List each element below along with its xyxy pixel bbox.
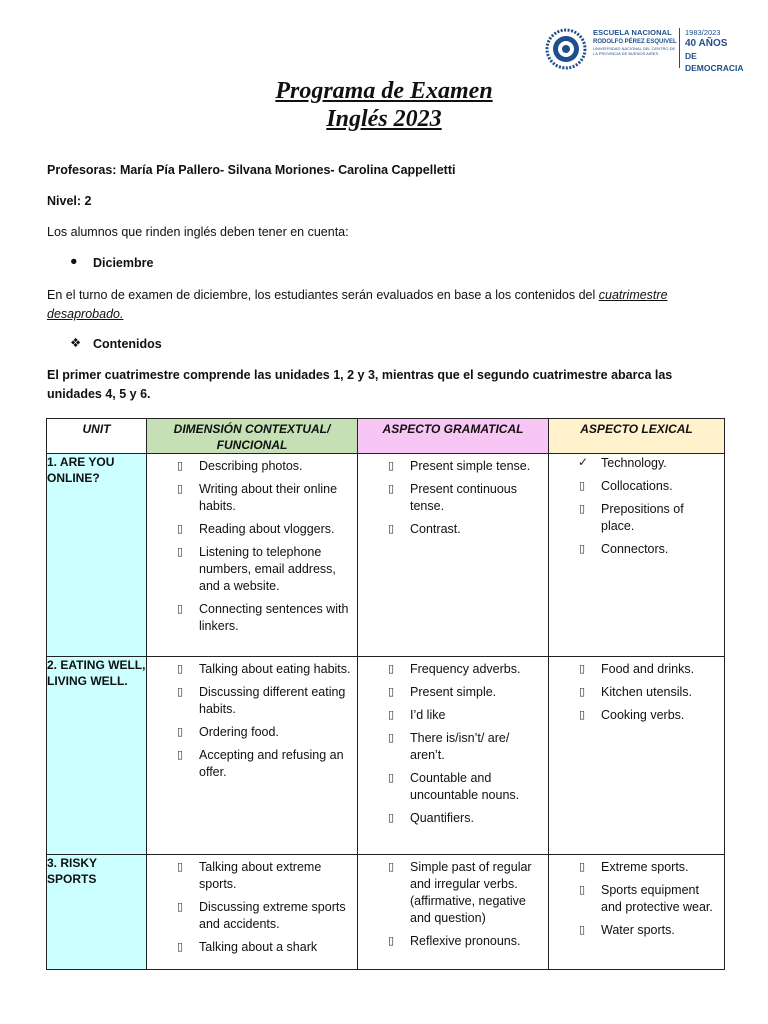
list-item: ▯ Water sports. — [579, 923, 675, 937]
bullet-box-icon: ▯ — [579, 709, 586, 721]
table-row — [47, 454, 725, 657]
header-functional: DIMENSIÓN CONTEXTUAL/ FUNCIONAL — [147, 419, 358, 454]
list-item: ▯ Writing about their online habits. — [177, 482, 338, 513]
bullet-box-icon: ▯ — [388, 861, 395, 873]
list-item: ▯ There is/isn’t/ are/ aren’t. — [388, 731, 510, 762]
units-table — [46, 418, 725, 970]
school-name-line2: RODOLFO PÉREZ ESQUIVEL — [593, 39, 677, 45]
bullet-box-icon: ▯ — [579, 861, 586, 873]
school-name-line1: ESCUELA NACIONAL — [593, 28, 672, 37]
table-header-row — [47, 419, 725, 454]
lexical-cell — [549, 454, 725, 657]
bullet-box-icon: ▯ — [177, 861, 184, 873]
bullet-box-icon: ▯ — [388, 663, 395, 675]
anniversary-mark — [685, 28, 745, 74]
bullet-box-icon: ▯ — [579, 663, 586, 675]
diamond-bullet-icon: ❖ — [70, 336, 82, 350]
functional-cell — [147, 657, 358, 855]
table-row — [47, 657, 725, 855]
anniversary-count: 40 AÑOS — [685, 38, 728, 49]
list-item: ▯ Discussing different eating habits. — [177, 685, 346, 716]
list-item: ▯ Present continuous tense. — [388, 482, 518, 513]
list-item: ▯ Extreme sports. — [579, 860, 689, 874]
grammar-cell — [358, 657, 549, 855]
list-item: ▯ I’d like — [388, 708, 446, 722]
bullet-box-icon: ▯ — [579, 686, 586, 698]
list-item: ▯ Food and drinks. — [579, 662, 695, 676]
december-heading: Diciembre — [93, 256, 154, 270]
bullet-box-icon: ▯ — [388, 812, 395, 824]
semesters-paragraph: El primer cuatrimestre comprende las unidades 1, 2 y 3, mientras que el segundo cuatrimestre abarca las unidades 4, 5 y 6. — [47, 368, 673, 401]
list-item: ▯ Kitchen utensils. — [579, 685, 693, 699]
list-item: ▯ Cooking verbs. — [579, 708, 685, 722]
bullet-box-icon: ▯ — [177, 663, 184, 675]
bullet-box-icon: ▯ — [579, 924, 586, 936]
list-item: ▯ Present simple tense. — [388, 459, 531, 473]
level-line: Nivel: 2 — [47, 194, 92, 208]
bullet-box-icon: ▯ — [177, 546, 184, 558]
document-title: Programa de Examen — [275, 78, 493, 104]
school-logo — [545, 26, 745, 73]
bullet-box-icon: ▯ — [388, 732, 395, 744]
header-lexical: ASPECTO LEXICAL — [549, 419, 725, 454]
header-unit: UNIT — [47, 419, 147, 454]
contents-heading: Contenidos — [93, 337, 162, 351]
list-item: ▯ Sports equipment and protective wear. — [579, 883, 713, 914]
bullet-box-icon: ▯ — [388, 709, 395, 721]
document-subtitle: Inglés 2023 — [326, 106, 442, 132]
list-item: ▯ Talking about a shark — [177, 940, 318, 954]
list-item: ▯ Discussing extreme sports and accidents. — [177, 900, 346, 931]
bullet-box-icon: ▯ — [388, 483, 395, 495]
checkmark-icon: ✓ — [578, 455, 589, 469]
bullet-box-icon: ▯ — [177, 726, 184, 738]
list-item: ▯ Describing photos. — [177, 459, 303, 473]
bullet-box-icon: ▯ — [177, 941, 184, 953]
list-item: ▯ Countable and uncountable nouns. — [388, 771, 520, 802]
bullet-box-icon: ▯ — [177, 523, 184, 535]
list-item: ▯ Talking about extreme sports. — [177, 860, 322, 891]
anniversary-years: 1983/2023 — [685, 28, 721, 37]
teachers-line: Profesoras: María Pía Pallero- Silvana Moriones- Carolina Cappelletti — [47, 163, 456, 177]
lexical-cell — [549, 855, 725, 970]
list-item: ▯ Quantifiers. — [388, 811, 474, 825]
bullet-box-icon: ▯ — [388, 523, 395, 535]
list-item: ▯ Listening to telephone numbers, email address, and a website. — [177, 545, 336, 593]
bullet-box-icon: ▯ — [579, 543, 586, 555]
grammar-cell — [358, 855, 549, 970]
school-name — [593, 28, 680, 68]
bullet-box-icon: ▯ — [388, 772, 395, 784]
bullet-box-icon: ▯ — [388, 686, 395, 698]
december-text: En el turno de examen de diciembre, los estudiantes serán evaluados en base a los contenidos del — [47, 288, 599, 302]
bullet-box-icon: ▯ — [177, 686, 184, 698]
list-item: ▯ Accepting and refusing an offer. — [177, 748, 344, 779]
header-grammar: ASPECTO GRAMATICAL — [358, 419, 549, 454]
list-item: ✓ Technology. — [578, 455, 667, 470]
list-item: ▯ Ordering food. — [177, 725, 279, 739]
bullet-box-icon: ▯ — [579, 884, 586, 896]
unit-cell: 1. ARE YOU ONLINE? — [47, 454, 147, 657]
functional-cell — [147, 855, 358, 970]
functional-cell — [147, 454, 358, 657]
list-item: ▯ Prepositions of place. — [579, 502, 684, 533]
anniversary-democracy: DE DEMOCRACIA — [685, 51, 744, 73]
bullet-dot-icon: ● — [70, 254, 78, 268]
bullet-box-icon: ▯ — [177, 749, 184, 761]
bullet-box-icon: ▯ — [579, 503, 586, 515]
intro-line: Los alumnos que rinden inglés deben tener en cuenta: — [47, 225, 349, 239]
bullet-box-icon: ▯ — [579, 480, 586, 492]
list-item: ▯ Contrast. — [388, 522, 461, 536]
list-item: ▯ Present simple. — [388, 685, 497, 699]
list-item: ▯ Talking about eating habits. — [177, 662, 351, 676]
list-item: ▯ Reflexive pronouns. — [388, 934, 521, 948]
december-link: cuatrimestre desaprobado. — [47, 288, 668, 321]
unit-cell: 2. EATING WELL, LIVING WELL. — [47, 657, 147, 855]
table-row — [47, 855, 725, 970]
unit-cell: 3. RISKY SPORTS — [47, 855, 147, 970]
bullet-box-icon: ▯ — [177, 460, 184, 472]
list-item: ▯ Connectors. — [579, 542, 669, 556]
lexical-cell — [549, 657, 725, 855]
bullet-box-icon: ▯ — [177, 603, 184, 615]
list-item: ▯ Simple past of regular and irregular verbs. (affirmative, negative and question) — [388, 860, 532, 925]
school-name-line3: UNIVERSIDAD NACIONAL DEL CENTRO DE LA PROVINCIA DE BUENOS AIRES — [593, 46, 676, 56]
grammar-cell — [358, 454, 549, 657]
december-paragraph — [47, 286, 727, 324]
list-item: ▯ Collocations. — [579, 479, 673, 493]
list-item: ▯ Frequency adverbs. — [388, 662, 521, 676]
bullet-box-icon: ▯ — [177, 901, 184, 913]
bullet-box-icon: ▯ — [177, 483, 184, 495]
school-seal-icon — [545, 28, 587, 70]
list-item: ▯ Connecting sentences with linkers. — [177, 602, 349, 633]
bullet-box-icon: ▯ — [388, 460, 395, 472]
list-item: ▯ Reading about vloggers. — [177, 522, 335, 536]
bullet-box-icon: ▯ — [388, 935, 395, 947]
